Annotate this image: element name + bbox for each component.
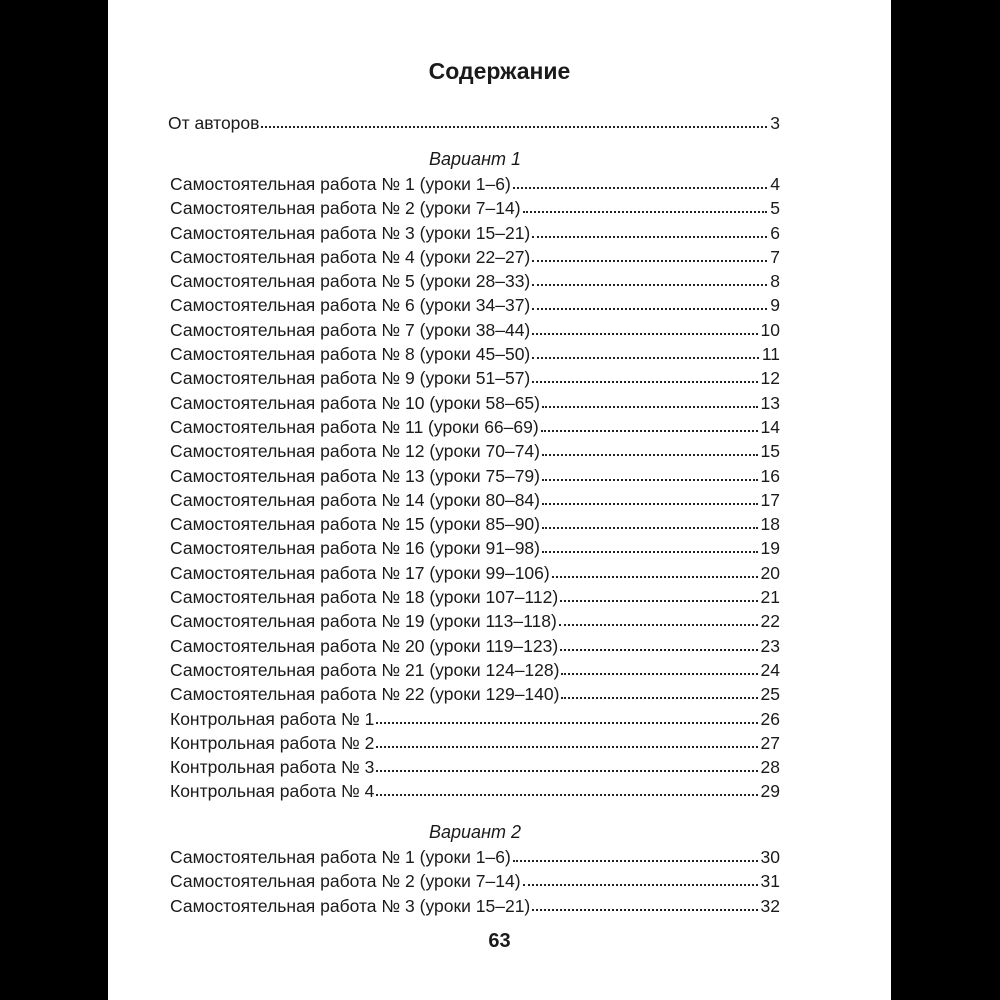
toc-entry-page: 28 [760,757,780,778]
page-title: Содержание [428,58,571,84]
toc-entry-page: 15 [760,441,780,462]
toc-entry [170,366,780,390]
toc-entry [170,658,780,682]
toc-entry [170,536,780,560]
toc-leader-dots [561,673,757,675]
toc-entry-label: Самостоятельная работа № 9 (уроки 51–57) [170,368,531,389]
toc-leader-dots [542,527,758,529]
toc-leader-dots [376,722,757,724]
toc-entry-page: 30 [760,847,780,867]
toc-entry-page: 27 [760,732,780,753]
toc-entry [170,415,780,439]
toc-entry [170,561,780,585]
toc-leader-dots [376,746,757,748]
toc-entry-label: Самостоятельная работа № 12 (уроки 70–74) [170,441,540,462]
toc-entry-label: Самостоятельная работа № 2 (уроки 7–14) [170,198,521,219]
toc-entry-page: 6 [770,222,780,243]
toc-entry [170,172,780,196]
toc-entry [170,464,780,488]
toc-entry-page: 12 [760,368,780,389]
toc-entry-label: Самостоятельная работа № 6 (уроки 34–37) [170,295,531,316]
toc-entry [170,342,780,366]
section-heading: Вариант 1 [429,149,521,169]
toc-entry-page: 20 [760,562,780,583]
toc-entry-label: Самостоятельная работа № 10 (уроки 58–65) [170,392,540,413]
toc-entry-page: 13 [760,392,780,413]
toc-section-variant-2 [170,819,780,918]
toc-entry [170,779,780,803]
toc-entry-page: 17 [760,489,780,510]
toc-leader-dots [513,860,758,862]
toc-leader-dots [532,284,767,286]
toc-leader-dots [532,308,767,310]
toc-leader-dots [513,187,767,189]
toc-entry-page: 7 [770,246,780,267]
toc-leader-dots [560,600,757,602]
toc-entry [170,682,780,706]
toc-entry-label: Самостоятельная работа № 22 (уроки 129–140) [170,684,560,705]
toc-entry-label: Контрольная работа № 1 [170,708,375,729]
toc-entry [170,869,780,893]
toc-entry-label: Контрольная работа № 3 [170,757,375,778]
toc-entry [170,845,780,869]
toc-list [170,845,780,918]
book-page [108,0,891,1000]
toc-entry-label: Самостоятельная работа № 21 (уроки 124–128) [170,659,560,680]
toc-entry-page: 5 [770,198,780,219]
toc-entry [170,221,780,245]
section-heading: Вариант 2 [429,822,521,842]
toc-entry-page: 8 [770,271,780,292]
toc-entry [170,269,780,293]
toc-entry-label: Самостоятельная работа № 4 (уроки 22–27) [170,246,531,267]
toc-entry-page: 21 [760,587,780,608]
toc-leader-dots [376,770,757,772]
toc-leader-dots [542,454,758,456]
toc-entry-page: 3 [770,113,780,133]
toc-entry-page: 10 [760,319,780,340]
toc-list [170,172,780,804]
toc-entry-page: 32 [760,895,780,916]
toc-entry-label: От авторов [168,113,260,133]
toc-leader-dots [532,260,767,262]
toc-entry-label: Самостоятельная работа № 2 (уроки 7–14) [170,871,521,892]
toc-entry-page: 9 [770,295,780,316]
toc-entry-label: Самостоятельная работа № 18 (уроки 107–112) [170,587,559,608]
toc-entry-label: Контрольная работа № 4 [170,781,375,802]
toc-entry [170,512,780,536]
toc-entry [170,488,780,512]
toc-entry [170,755,780,779]
toc-leader-dots [542,479,758,481]
toc-entry-label: Самостоятельная работа № 1 (уроки 1–6) [170,847,511,867]
toc-entry-page: 24 [760,659,780,680]
toc-entry [170,634,780,658]
toc-entry [170,707,780,731]
toc-entry-label: Самостоятельная работа № 8 (уроки 45–50) [170,344,531,365]
toc-entry-label: Самостоятельная работа № 19 (уроки 113–118) [170,611,557,632]
toc-entry [170,731,780,755]
toc-entry-label: Самостоятельная работа № 3 (уроки 15–21) [170,222,531,243]
toc-entry-label: Самостоятельная работа № 15 (уроки 85–90) [170,514,540,535]
toc-entry [170,293,780,317]
toc-leader-dots [523,884,758,886]
toc-entry-label: Самостоятельная работа № 17 (уроки 99–106) [170,562,550,583]
toc-entry-page: 18 [760,514,780,535]
toc-entry [170,196,780,220]
toc-entry-label: Самостоятельная работа № 1 (уроки 1–6) [170,174,511,194]
toc-entry-label: Контрольная работа № 2 [170,732,375,753]
toc-entry [170,894,780,918]
toc-leader-dots [532,357,759,359]
toc-entry-page: 22 [760,611,780,632]
toc-leader-dots [261,126,767,128]
toc-leader-dots [523,211,768,213]
toc-entry-page: 31 [760,871,780,892]
toc-leader-dots [541,430,758,432]
toc-entry-label: Самостоятельная работа № 7 (уроки 38–44) [170,319,531,340]
toc-leader-dots [552,576,758,578]
toc-entry-page: 25 [760,684,780,705]
toc-entry-label: Самостоятельная работа № 16 (уроки 91–98) [170,538,540,559]
toc-entry-label: Самостоятельная работа № 5 (уроки 28–33) [170,271,531,292]
toc-leader-dots [542,406,758,408]
toc-entry-page: 19 [760,538,780,559]
toc-entry-page: 29 [760,781,780,802]
toc-entry-page: 26 [760,708,780,729]
toc-leader-dots [532,236,767,238]
toc-entry-label: Самостоятельная работа № 11 (уроки 66–69) [170,416,539,437]
toc-leader-dots [532,381,757,383]
toc-entry-label: Самостоятельная работа № 3 (уроки 15–21) [170,895,531,916]
toc-entry-label: Самостоятельная работа № 14 (уроки 80–84) [170,489,540,510]
toc-entry [170,439,780,463]
toc-leader-dots [532,909,757,911]
toc-entry-intro [168,111,780,135]
toc-leader-dots [542,503,758,505]
toc-entry [170,245,780,269]
toc-leader-dots [376,794,757,796]
toc-entry [170,585,780,609]
toc-entry-page: 23 [760,635,780,656]
toc-entry [170,318,780,342]
toc-section-variant-1 [170,146,780,804]
toc-entry-label: Самостоятельная работа № 13 (уроки 75–79) [170,465,540,486]
page-number: 63 [488,930,511,952]
toc-entry-page: 11 [761,344,780,365]
toc-entry [170,609,780,633]
toc-entry [170,391,780,415]
toc-entry-page: 16 [760,465,780,486]
toc-leader-dots [561,697,757,699]
toc-leader-dots [559,624,758,626]
toc-leader-dots [542,551,758,553]
toc-leader-dots [560,649,757,651]
toc-leader-dots [532,333,757,335]
toc-entry-page: 4 [770,174,780,194]
toc-entry-page: 14 [760,416,780,437]
toc-entry-label: Самостоятельная работа № 20 (уроки 119–123) [170,635,559,656]
